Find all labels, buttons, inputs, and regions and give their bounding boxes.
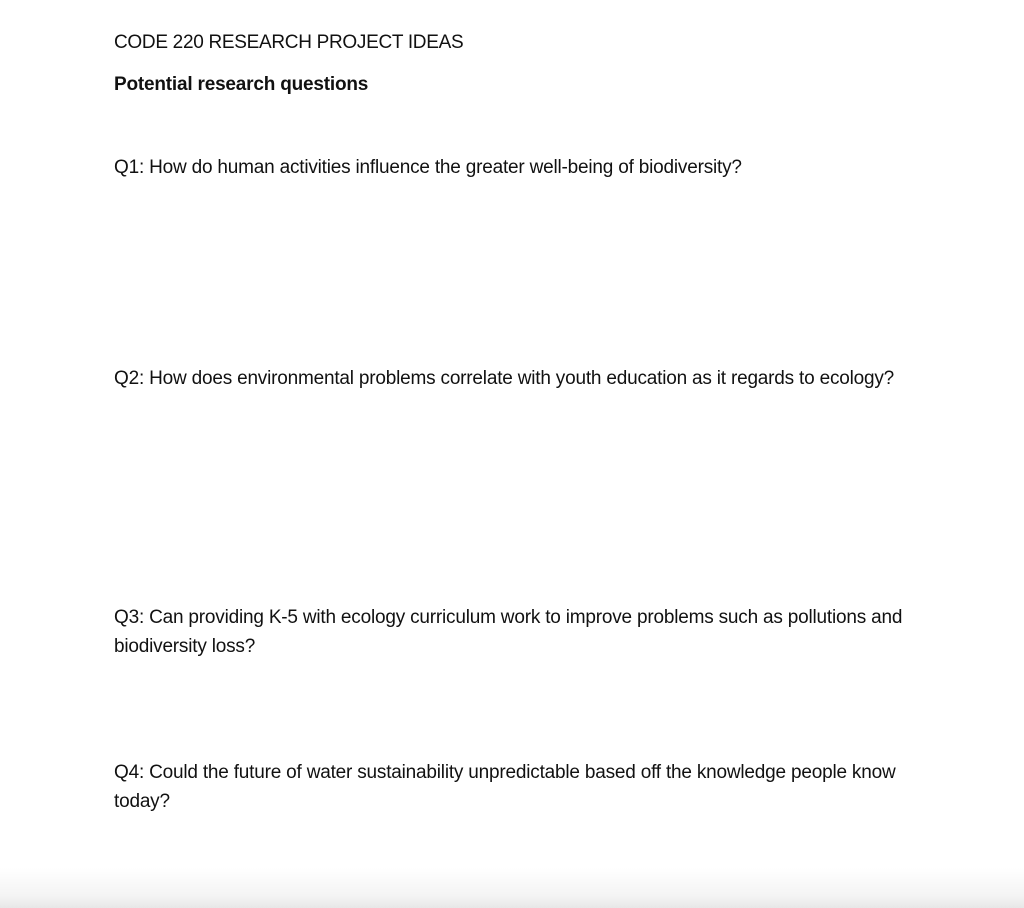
page-bottom-shadow [0, 868, 1024, 908]
question-2: Q2: How does environmental problems correlate with youth education as it regards to ecology? [114, 368, 895, 389]
question-3: Q3: Can providing K-5 with ecology curriculum work to improve problems such as pollutions and biodiversity loss? [114, 607, 903, 657]
document-title: CODE 220 RESEARCH PROJECT IDEAS [114, 32, 464, 53]
question-4: Q4: Could the future of water sustainability unpredictable based off the knowledge people know today? [114, 762, 896, 812]
question-1: Q1: How do human activities influence the greater well-being of biodiversity? [114, 157, 742, 178]
section-heading: Potential research questions [114, 74, 369, 95]
